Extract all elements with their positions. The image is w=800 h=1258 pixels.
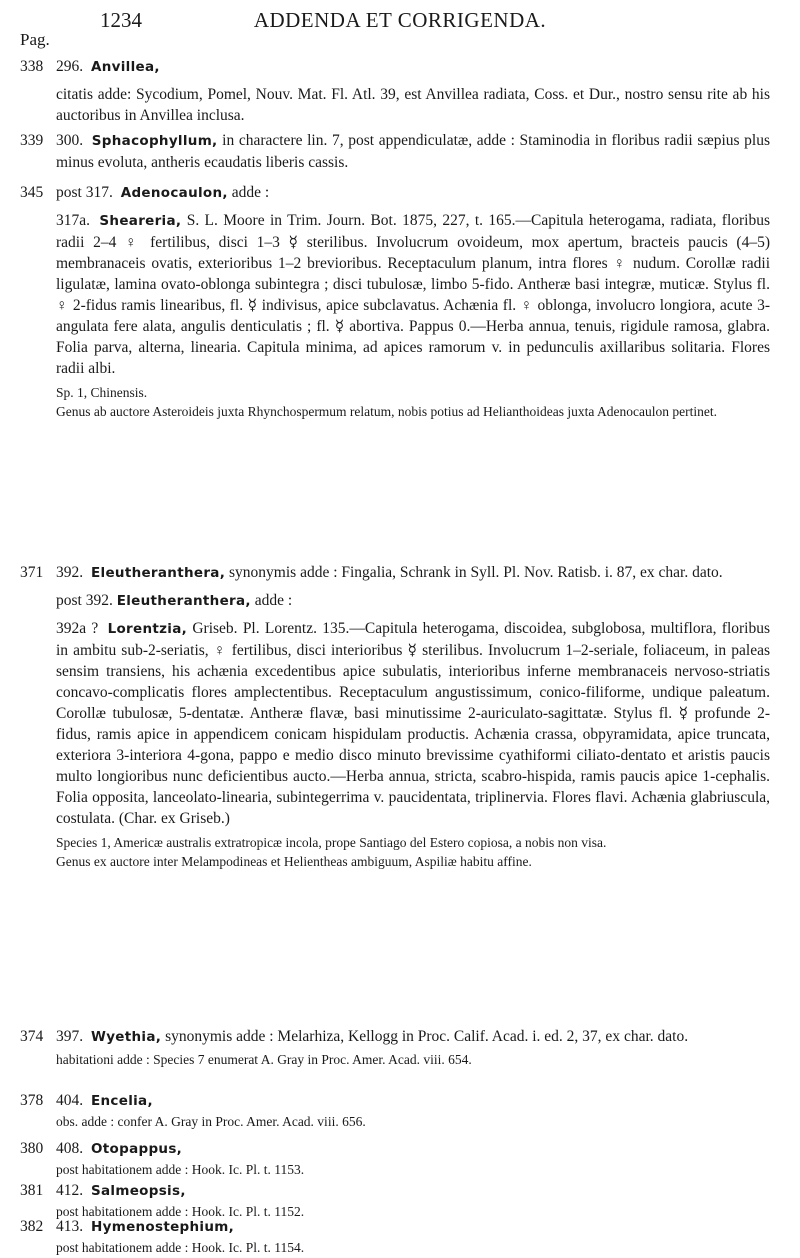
genus-name: Encelia, [91, 1093, 153, 1109]
entry-pag: 381 [20, 1182, 44, 1199]
entry-number: 397. [56, 1028, 84, 1045]
entry-pag: 339 [20, 132, 44, 149]
pag-label: Pag. [20, 30, 50, 49]
entry-number: 404. [56, 1092, 84, 1109]
entry-408 [20, 1138, 770, 1179]
entry-text: synonymis adde : Fingalia, Schrank in Syll. Pl. Nov. Ratisb. i. 87, ex char. dato. [229, 564, 723, 581]
entry-317 [20, 182, 770, 421]
entry-413 [20, 1216, 770, 1257]
entry-pag: 374 [20, 1028, 44, 1045]
genus-name: Eleutheranthera, [91, 565, 226, 581]
entry-number: 300. [56, 132, 84, 149]
entry-404 [20, 1090, 770, 1131]
entry-pag: 345 [20, 184, 44, 201]
entry-pag: 371 [20, 564, 44, 581]
sub-genus-name: Lorentzia, [107, 621, 188, 637]
post-label: post [56, 184, 82, 201]
entry-pag: 378 [20, 1092, 44, 1109]
entry-text: in charactere lin. 7, post appendiculatæ, adde : Staminodia in floribus radii sæpius plus minus evoluta, antheris ecaudatis liberis cassis. [56, 132, 771, 171]
entry-number: 296. [56, 58, 84, 75]
entry-pag: 382 [20, 1218, 44, 1235]
entry-number: 408. [56, 1140, 84, 1157]
genus-name: Otopappus, [91, 1141, 183, 1157]
entry-text: S. L. Moore in Trim. Journ. Bot. 1875, 227, t. 165.—Capitula heterogama, radiata, floribus radii 2–4 ♀ fertilibus, disci 1–3 ☿ sterilibus. Involucrum ovoideum, mox apertum, bracteis paucis (4–5) membranaceis ovatis, exterioribus 1–2 brevioribus. Receptaculum planum, intra flores ♀ nudum. Corollæ radii ligulatæ, lamina ovato-oblonga subintegra ; disci tubulosæ, limbo 5-fido. Antheræ basi integræ, muticæ. Stylus fl. ♀ 2-fidus ramis linearibus, fl. ☿ indivisus, apice subclavatus. Achænia fl. ♀ oblonga, involucro longiora, acute 3-angulata fere alata, angulis denticulatis ; fl. ☿ abortiva. Pappus 0.—Herba annua, tenuis, rigidule ramosa, glabra. Folia parva, alterna, linearia. Capitula minima, ad apices ramorum v. in pedunculis axillaribus solitaria. Flores radii albi. [56, 212, 771, 377]
entry-412 [20, 1180, 770, 1221]
entry-text: post habitationem adde : Hook. Ic. Pl. t. 1153. [56, 1162, 305, 1177]
genus-name: Salmeopsis, [91, 1183, 186, 1199]
entry-296 [20, 56, 770, 126]
genus-name: Sphacophyllum, [91, 133, 218, 149]
entry-number: 317. [85, 184, 113, 201]
entry-number: 413. [56, 1218, 84, 1235]
genus-name: Adenocaulon, [120, 185, 228, 201]
entry-text: citatis adde: Sycodium, Pomel, Nouv. Mat. Fl. Atl. 39, est Anvillea radiata, Coss. et Dur., nostro sensu rite ab his auctoribus in Anvillea inclusa. [56, 86, 770, 124]
sub-entry-number: 392a ? [56, 620, 99, 637]
entry-pag: 380 [20, 1140, 44, 1157]
entry-number: 412. [56, 1182, 84, 1199]
entry-392 [20, 562, 770, 871]
genus-name: Anvillea, [91, 59, 160, 75]
habitation-note: habitationi adde : Species 7 enumerat A. Gray in Proc. Amer. Acad. viii. 654. [56, 1052, 472, 1067]
entry-text: Griseb. Pl. Lorentz. 135.—Capitula heterogama, discoidea, subglobosa, multiflora, floribus in ambitu sub-2-seriatis, ♀ fertilibus, disci interioribus ☿ sterilibus. Involucrum 1–2-seriale, foliaceum, in paleas sensim transiens, his achænia excedentibus apice subulatis, interioribus inferne membranaceis nervoso-striatis concavo-complicatis flores amplectentibus. Receptaculum angustissimum, conico-filiforme, undique paleatum. Corollæ tubulosæ, 5-dentatæ. Antheræ flavæ, basi minutissime 2-auriculato-sagittatæ. Stylus fl. ☿ profunde 2-fidus, ramis apice in appendicem conicam hispidulam productis. Achænia crassa, obpyramidata, apice truncata, exteriora 3-interiora 4-gona, pappo e medio disco minuto brevissime cyathiformi ciliato-dentato et aristis paucis multo longioribus nunc deficientibus aucto.—Herba annua, stricta, scabro-hispida, ramis paucis apice 1-cephalis. Folia opposita, lanceolato-linearia, subintegerrima v. paucidentata, triplinervia. Flores flavi. Achænia glabriuscula, costulata. (Char. ex Griseb.) [56, 620, 771, 827]
page-title: ADDENDA ET CORRIGENDA. [253, 8, 547, 32]
page-number: 1234 [100, 8, 142, 32]
genus-name: Hymenostephium, [91, 1219, 235, 1235]
species-line: Sp. 1, Chinensis. [56, 385, 148, 400]
post-label: post 392. [56, 592, 113, 609]
entry-397 [20, 1026, 770, 1069]
genus-note: Genus ex auctore inter Melampodineas et Helientheas ambiguum, Aspiliæ habitu affine. [56, 854, 532, 869]
genus-name: Eleutheranthera, [116, 593, 251, 609]
entry-text: post habitationem adde : Hook. Ic. Pl. t. 1154. [56, 1240, 305, 1255]
genus-note: Genus ab auctore Asteroideis juxta Rhynchospermum relatum, nobis potius ad Helianthoideas juxta Adenocaulon pertinet. [56, 404, 717, 419]
species-line: Species 1, Americæ australis extratropicæ incola, prope Santiago del Estero copiosa, a nobis non visa. [56, 835, 607, 850]
adde-label: adde : [231, 184, 270, 201]
entry-text: post habitationem adde : Hook. Ic. Pl. t. 1152. [56, 1204, 305, 1219]
entry-text: obs. adde : confer A. Gray in Proc. Amer. Acad. viii. 656. [56, 1114, 366, 1129]
genus-name: Wyethia, [91, 1029, 162, 1045]
entry-text: synonymis adde : Melarhiza, Kellogg in Proc. Calif. Acad. i. ed. 2, 37, ex char. dato. [165, 1028, 689, 1045]
sub-entry-number: 317a. [56, 212, 91, 229]
entry-number: 392. [56, 564, 84, 581]
entry-300 [20, 130, 770, 173]
entry-pag: 338 [20, 58, 44, 75]
sub-genus-name: Sheareria, [99, 213, 182, 229]
page-header [0, 8, 800, 38]
adde-label: adde : [254, 592, 293, 609]
